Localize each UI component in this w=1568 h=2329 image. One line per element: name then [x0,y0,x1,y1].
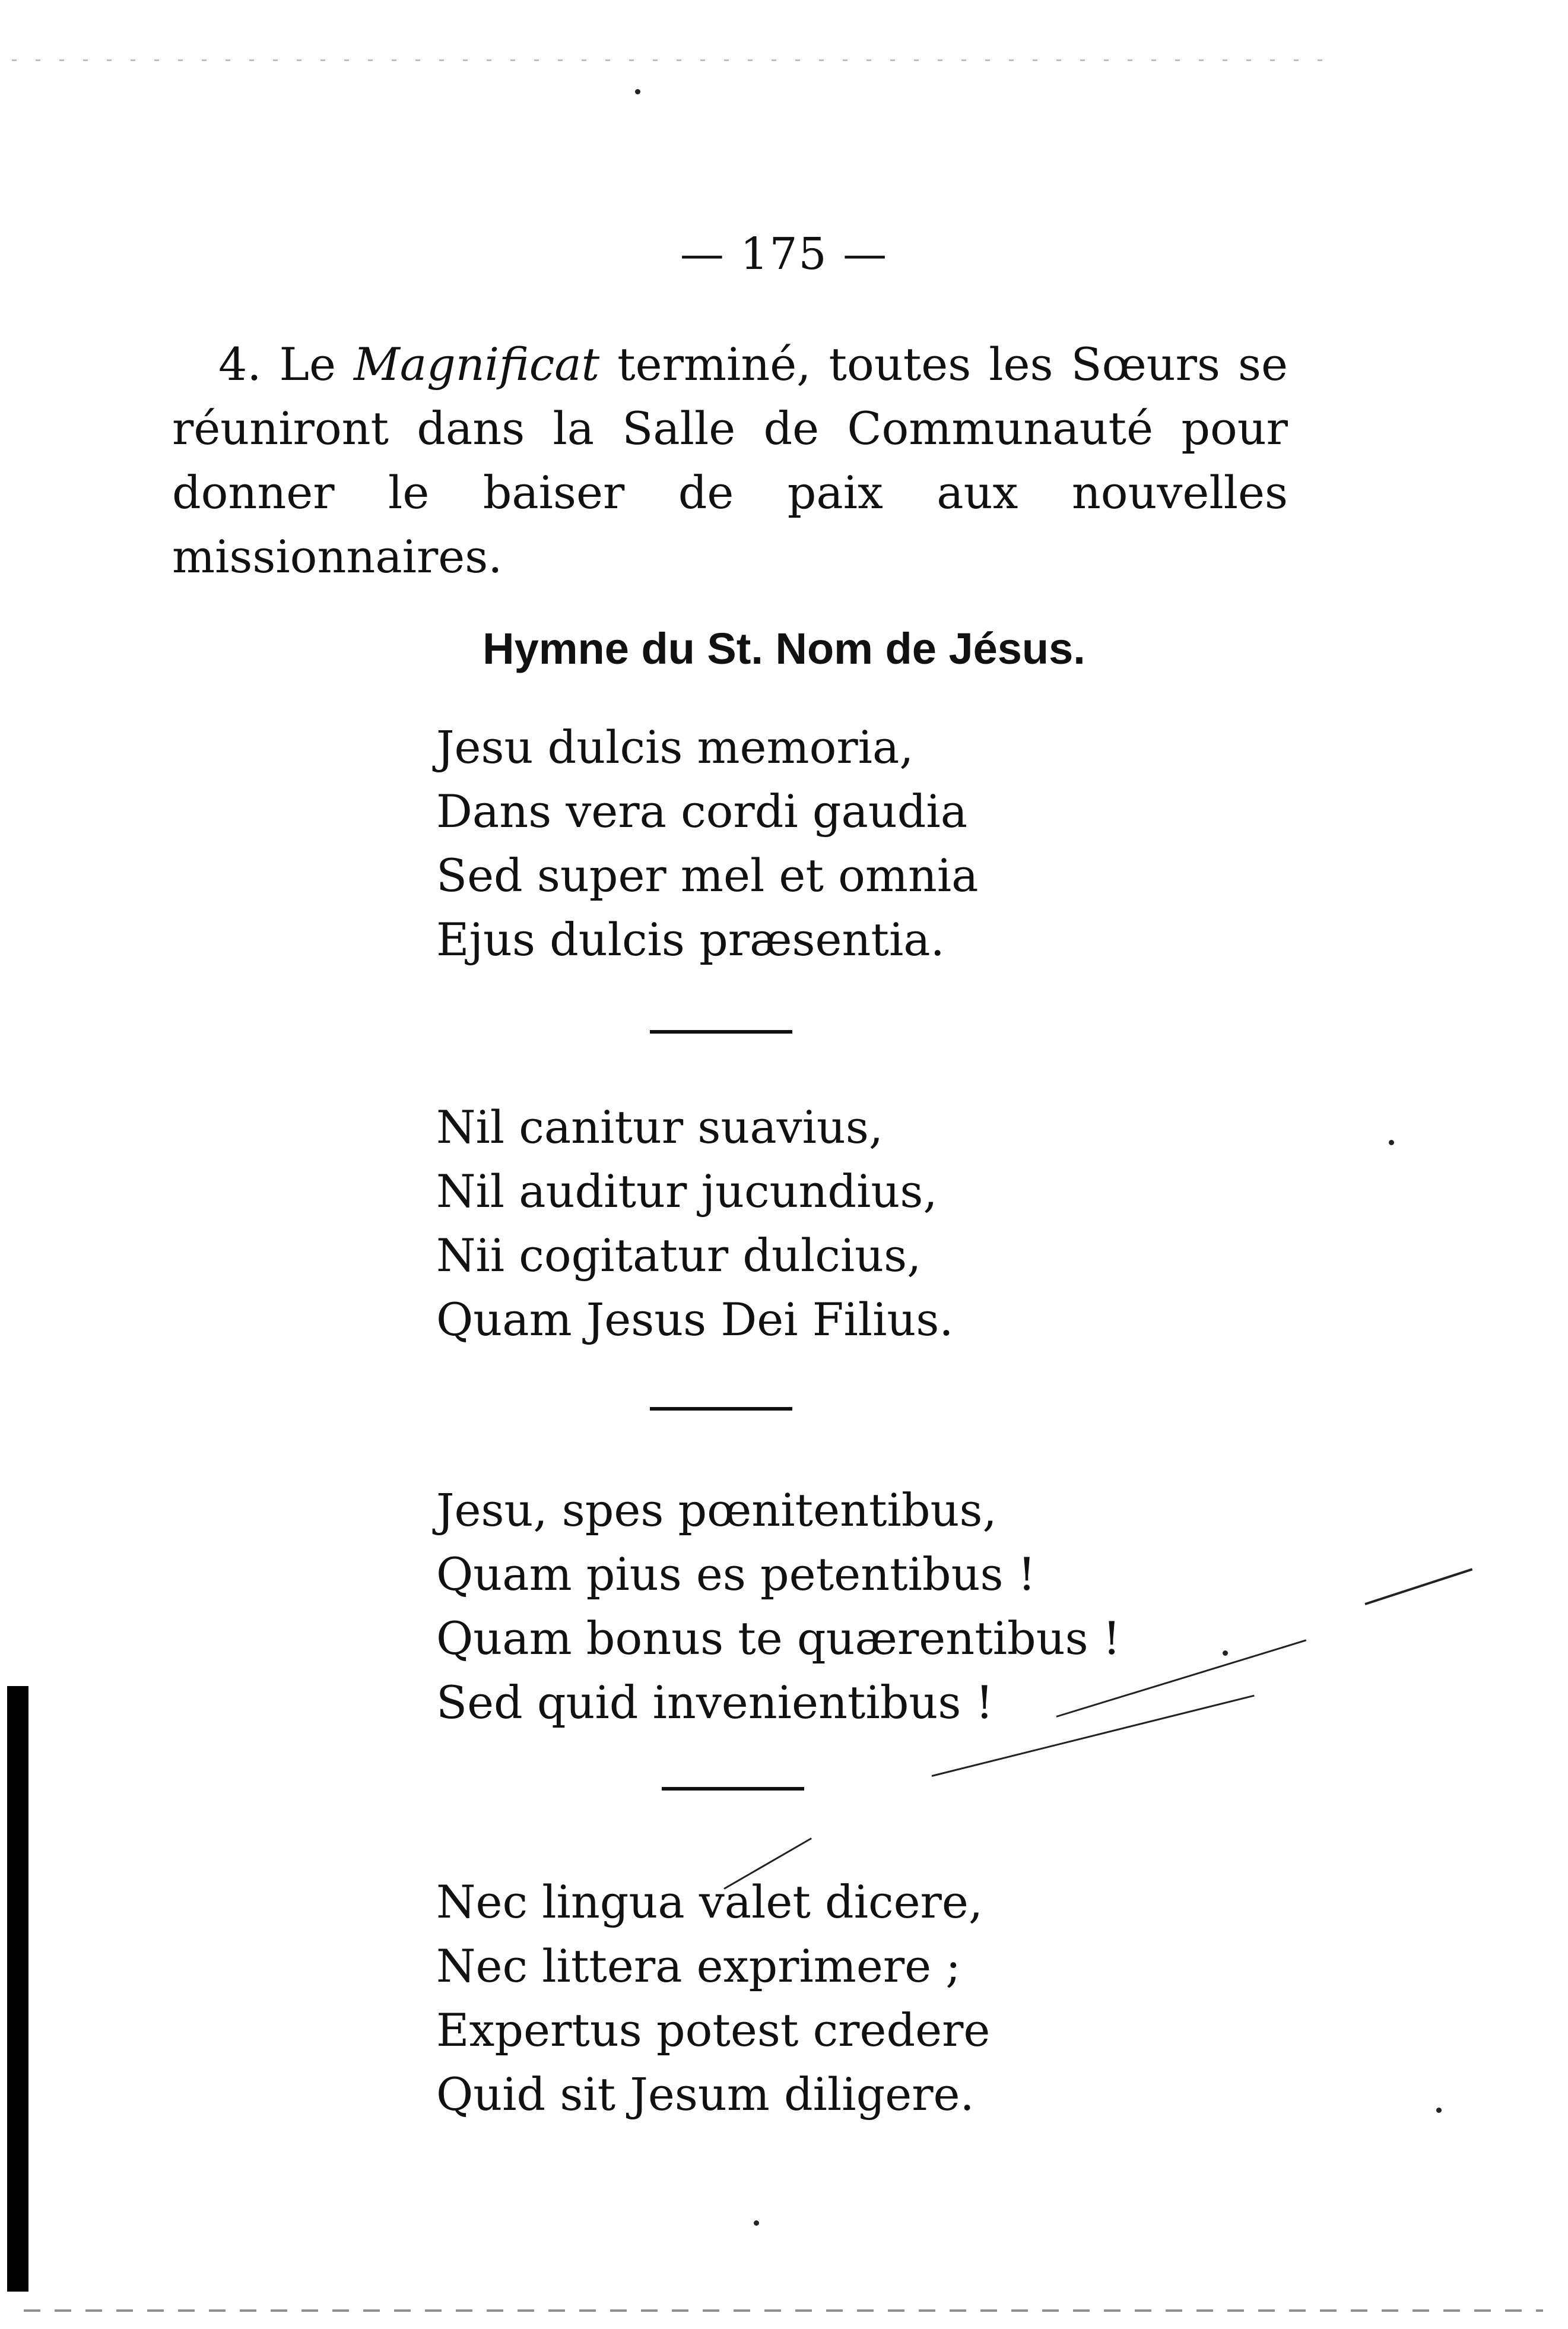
stanza-3 [436,1478,1121,1735]
page-number: — 175 — [680,229,888,280]
verse-line: Sed quid invenientibus ! [436,1676,994,1729]
scan-margin-bar [7,1686,28,2292]
verse-line: Quam Jesus Dei Filius. [436,1293,954,1346]
verse-line: Nec lingua valet dicere, [436,1875,983,1928]
stanza-2 [436,1095,953,1352]
scan-speck [754,2220,759,2226]
verse-line: Jesu, spes pœnitentibus, [436,1484,997,1536]
verse-line: Quid sit Jesum diligere. [436,2068,975,2121]
paragraph-start: 4. Le [218,338,354,391]
verse-line: Dans vera cordi gaudia [436,785,968,838]
stanza-separator [650,1407,792,1411]
verse-line: Jesu dulcis memoria, [436,721,914,774]
paragraph-rest: terminé, toutes les Sœurs se réuniront dans la Salle de Communauté pour donner le baiser de paix aux nouvelles missionnaires. [172,338,1288,583]
scan-speck [1223,1650,1228,1656]
verse-line: Ejus dulcis præsentia. [436,913,945,966]
verse-line: Sed super mel et omnia [436,849,979,902]
scan-speck [635,89,640,94]
verse-line: Quam pius es petentibus ! [436,1548,1036,1601]
paragraph-italic-term: Magnificat [353,338,600,391]
verse-line: Nec littera exprimere ; [436,1940,961,1992]
scan-speck [1389,1140,1394,1145]
hymn-title: Hymne du St. Nom de Jésus. [483,624,1085,673]
verse-line: Expertus potest credere [436,2004,991,2057]
scan-streak [1364,1568,1472,1605]
verse-line: Quam bonus te quærentibus ! [436,1612,1121,1665]
stanza-1 [436,715,978,972]
stanza-4 [436,1870,990,2127]
verse-line: Nil auditur jucundius, [436,1165,938,1218]
instruction-paragraph [172,332,1288,589]
verse-line: Nil canitur suavius, [436,1101,883,1154]
scan-noise-bottom [24,2309,1543,2312]
stanza-separator [650,1030,792,1034]
scan-noise-top [12,59,1329,61]
scan-speck [1436,2108,1442,2113]
verse-line: Nii cogitatur dulcius, [436,1229,922,1282]
stanza-separator [662,1787,804,1791]
